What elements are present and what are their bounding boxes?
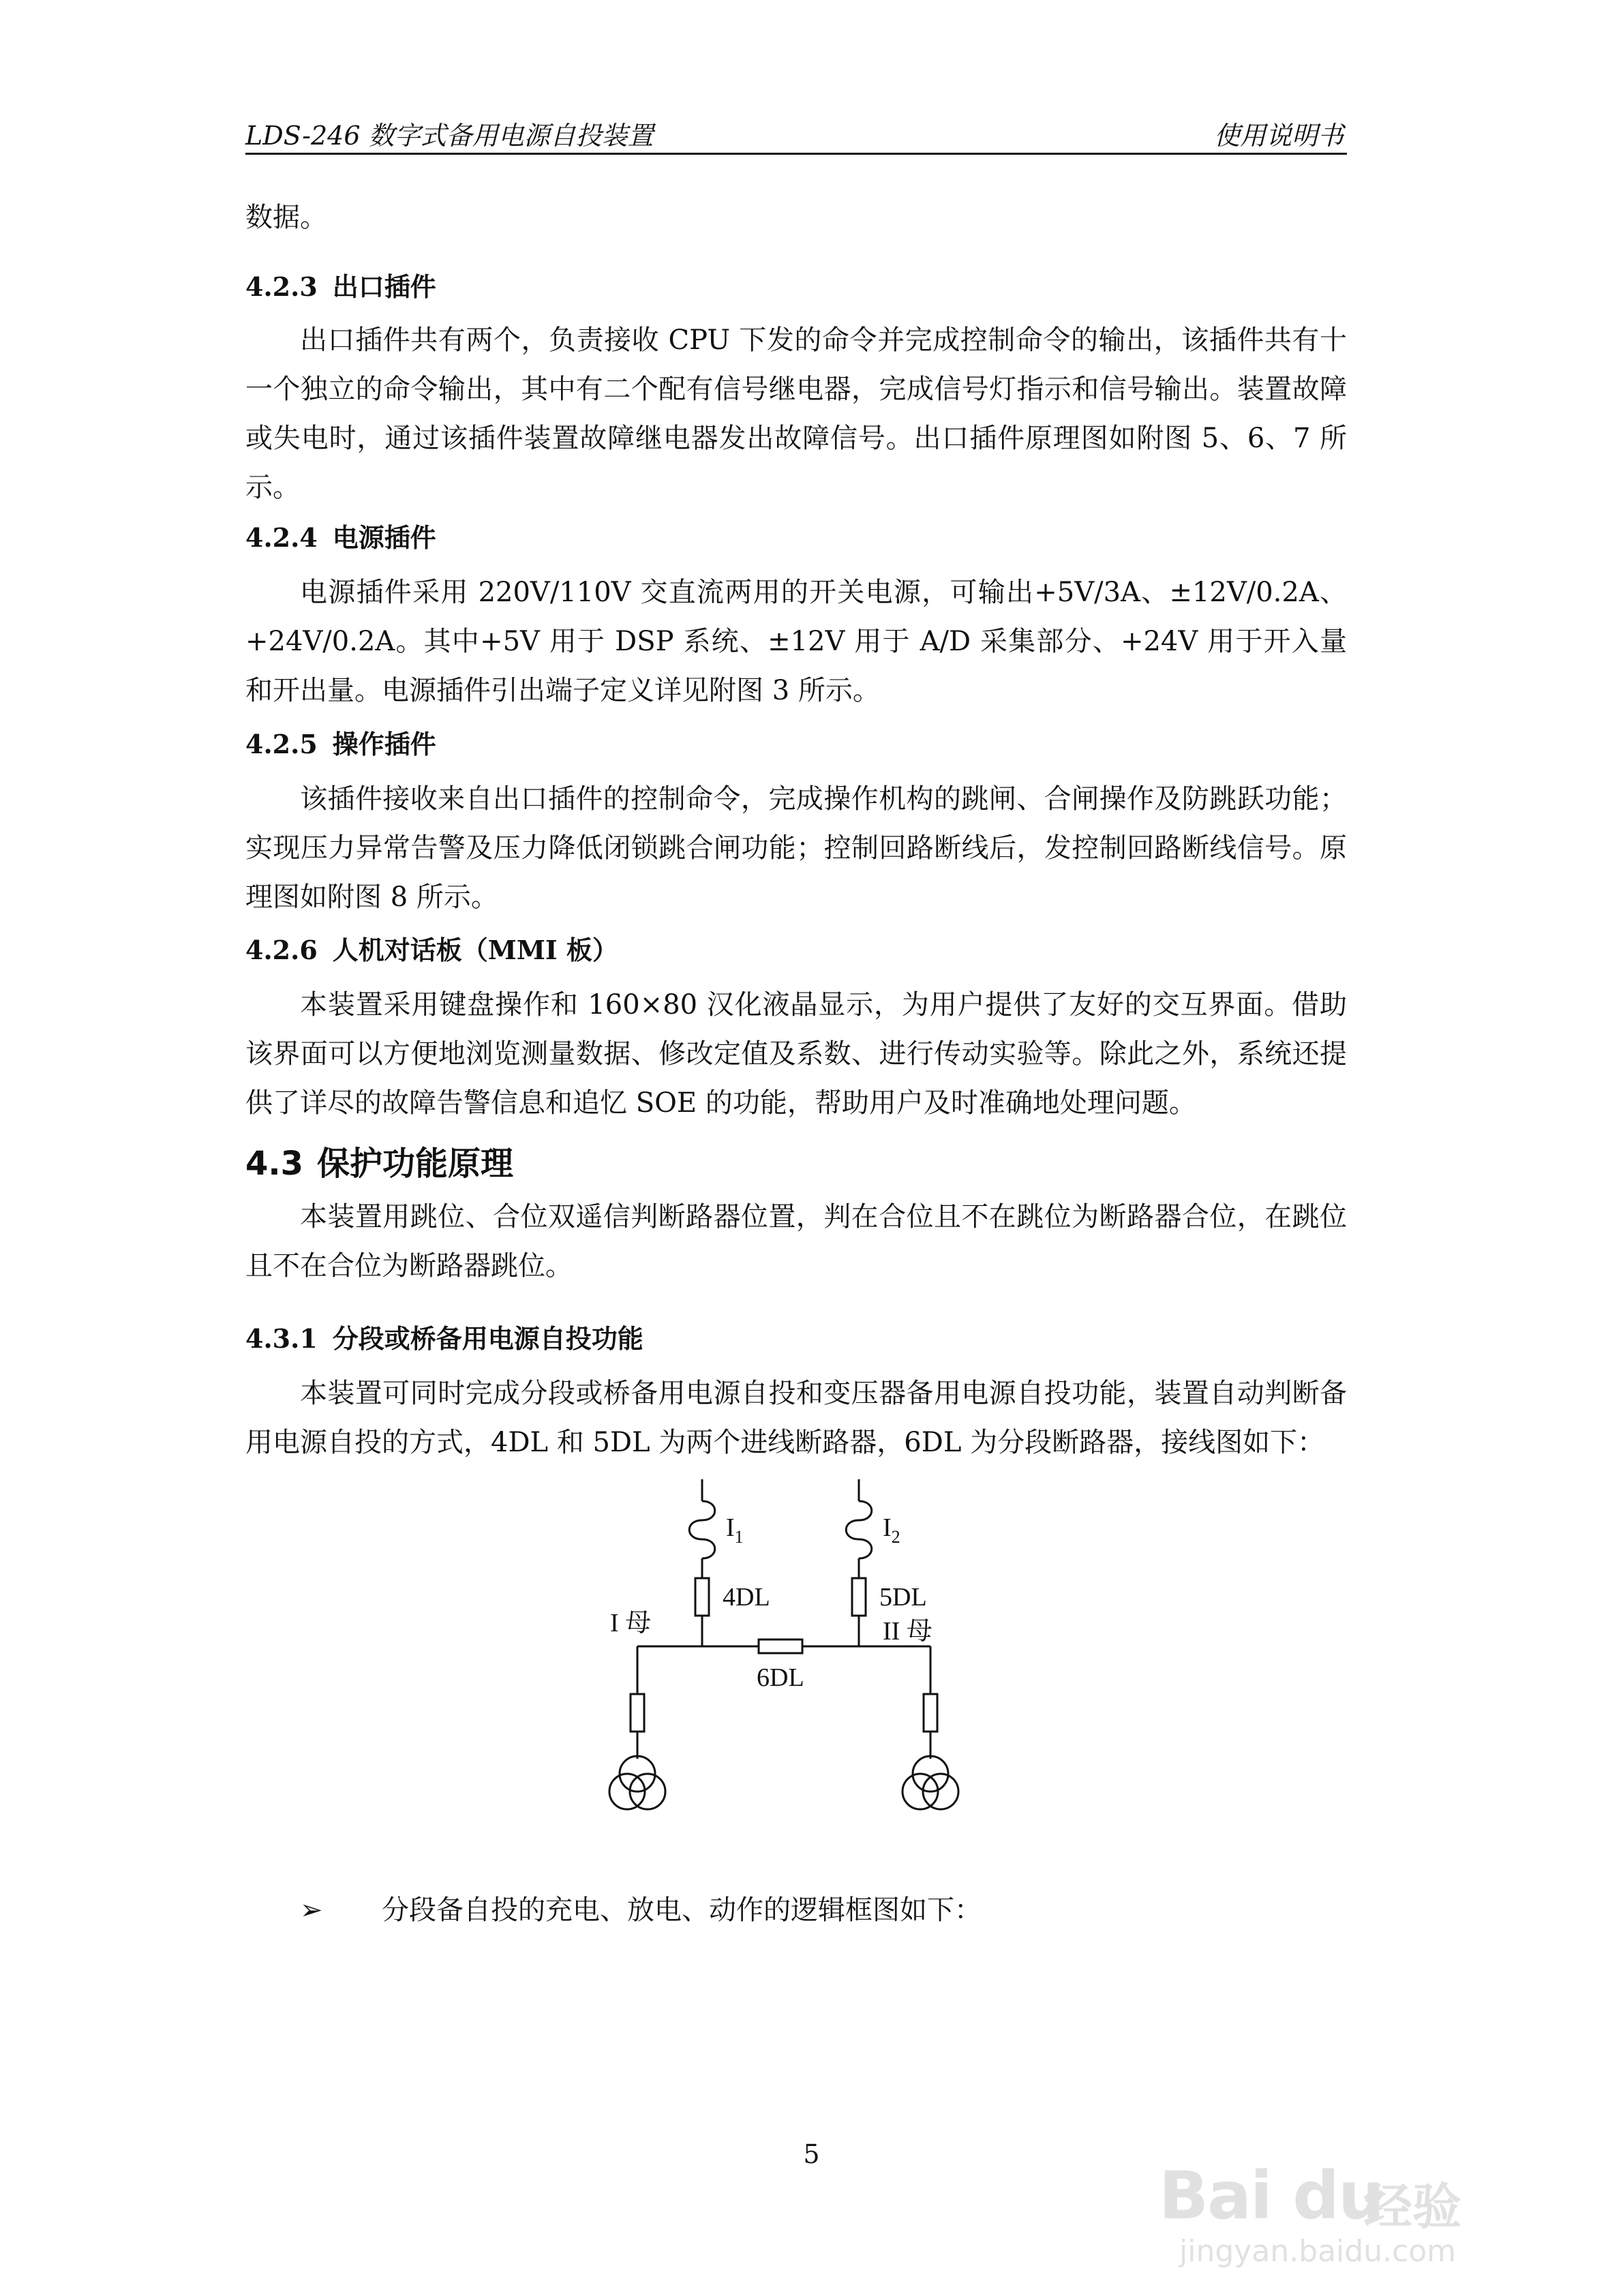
wiring-diagram	[586, 1466, 1009, 1834]
header-title: LDS-246 数字式备用电源自投装置	[245, 121, 654, 151]
left-branch-fuse	[631, 1694, 644, 1732]
breaker-4dl-label: 4DL	[723, 1583, 770, 1612]
section-body-4-2-5: 该插件接收来自出口插件的控制命令，完成操作机构的跳闸、合闸操作及防跳跃功能；实现压力异常告警及压力降低闭锁跳合闸功能；控制回路断线后，发控制回路断线信号。原理图如附图 8 所示。	[245, 783, 1347, 913]
section-body-4-2-4: 电源插件采用 220V/110V 交直流两用的开关电源，可输出+5V/3A、±12V/0.2A、+24V/0.2A。其中+5V 用于 DSP 系统、±12V 用于 A/D 采集部分、+24V 用于开入量和开出量。电源插件引出端子定义详见附图 3 所示。	[245, 577, 1347, 706]
section-title: 操作插件	[332, 729, 436, 759]
baidu-jingyan-watermark	[1159, 2158, 1527, 2269]
left-transformer	[609, 1756, 665, 1809]
bus-ii-label: II 母	[883, 1617, 932, 1646]
section-number: 4.3	[245, 1145, 304, 1183]
section-title: 出口插件	[332, 271, 436, 302]
ct2-label: $I_2$	[883, 1513, 900, 1547]
watermark-url: jingyan.baidu.com	[1179, 2234, 1457, 2269]
section-heading-4-3-1	[245, 1318, 643, 1355]
breaker-6dl-label: 6DL	[757, 1663, 804, 1692]
bus-i-label: I 母	[610, 1609, 652, 1637]
breaker-5dl	[852, 1578, 866, 1616]
intro-fragment: 数据。	[245, 202, 327, 233]
arrow-bullet-icon: ➢	[300, 1894, 323, 1926]
section-number: 4.3.1	[245, 1323, 318, 1354]
right-branch-fuse	[924, 1694, 937, 1732]
section-body-4-3: 本装置用跳位、合位双遥信判断路器位置，判在合位且不在跳位为断路器合位，在跳位且不在合位为断路器跳位。	[245, 1201, 1347, 1282]
section-title: 分段或桥备用电源自投功能	[332, 1323, 643, 1354]
header-doc-type: 使用说明书	[1213, 121, 1344, 151]
section-number: 4.2.4	[245, 522, 318, 553]
section-title: 电源插件	[332, 522, 436, 553]
breaker-5dl-label: 5DL	[879, 1583, 927, 1612]
section-number: 4.2.3	[245, 271, 318, 302]
watermark-brand: Bai du	[1159, 2158, 1384, 2234]
breaker-4dl	[695, 1578, 709, 1616]
section-title: 人机对话板（MMI 板）	[332, 935, 618, 965]
section-heading-4-2-6	[245, 929, 618, 967]
ct1-symbol	[689, 1501, 715, 1558]
bullet-text: 分段备自投的充电、放电、动作的逻辑框图如下：	[382, 1894, 982, 1926]
header-rule	[245, 153, 1347, 155]
section-heading-4-2-5	[245, 723, 436, 761]
right-transformer	[902, 1756, 958, 1809]
section-heading-4-3	[245, 1137, 513, 1184]
section-title: 保护功能原理	[317, 1145, 514, 1183]
section-heading-4-2-3	[245, 266, 436, 303]
ct1-label: $I_1$	[726, 1513, 744, 1547]
section-body-4-3-1: 本装置可同时完成分段或桥备用电源自投和变压器备用电源自投功能，装置自动判断备用电源自投的方式，4DL 和 5DL 为两个进线断路器，6DL 为分段断路器，接线图如下：	[245, 1378, 1347, 1458]
watermark-service: 经验	[1363, 2178, 1462, 2235]
ct2-symbol	[846, 1501, 872, 1558]
breaker-6dl	[759, 1640, 802, 1653]
section-number: 4.2.6	[245, 935, 318, 965]
section-body-4-2-3: 出口插件共有两个，负责接收 CPU 下发的命令并完成控制命令的输出，该插件共有十一个独立的命令输出，其中有二个配有信号继电器，完成信号灯指示和信号输出。装置故障或失电时，通过该插件装置故障继电器发出故障信号。出口插件原理图如附图 5、6、7 所示。	[245, 324, 1347, 503]
page-number: 5	[803, 2139, 820, 2169]
section-body-4-2-6: 本装置采用键盘操作和 160×80 汉化液晶显示，为用户提供了友好的交互界面。借助该界面可以方便地浏览测量数据、修改定值及系数、进行传动实验等。除此之外，系统还提供了详尽的故障告警信息和追忆 SOE 的功能，帮助用户及时准确地处理问题。	[245, 989, 1347, 1119]
section-heading-4-2-4	[245, 517, 436, 554]
bullet-item	[300, 1888, 982, 1927]
section-number: 4.2.5	[245, 729, 318, 759]
